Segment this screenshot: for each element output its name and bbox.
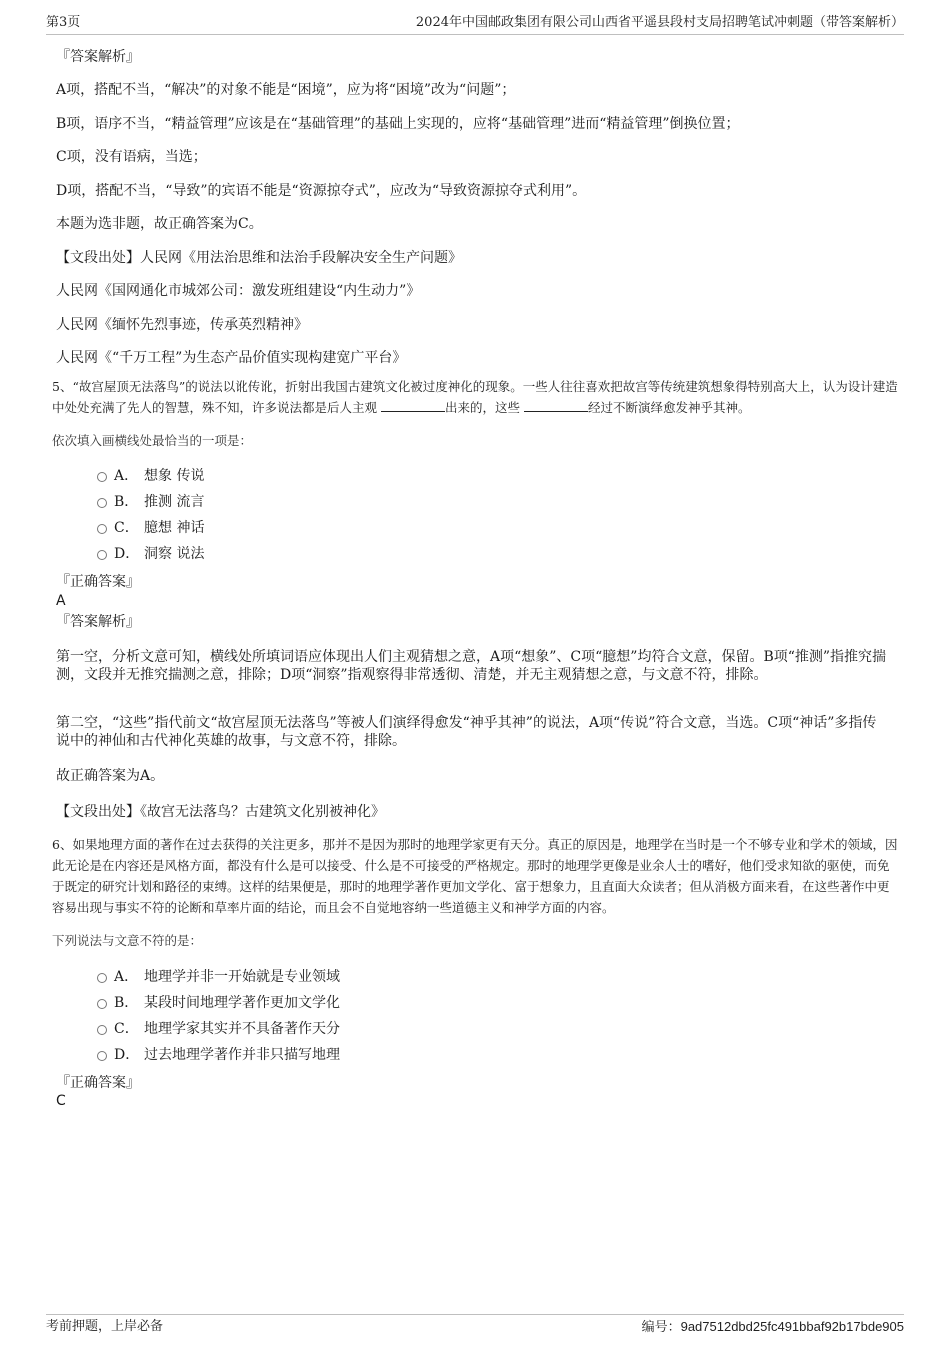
analysis-line: B项，语序不当，“精益管理”应该是在“基础管理”的基础上实现的，应将“基础管理”进而“精益管理”倒换位置；: [56, 116, 740, 132]
source-line: 【文段出处】《故宫无法落鸟？古建筑文化别被神化》: [56, 804, 385, 820]
correct-answer: C: [56, 1093, 66, 1109]
document-code: [642, 1318, 904, 1337]
conclusion-line: 故正确答案为A。: [56, 768, 165, 784]
analysis-heading: 『答案解析』: [56, 49, 140, 65]
analysis-paragraph: 第一空，分析文意可知，横线处所填词语应体现出人们主观猜想之意，A项“想象”、C项“臆想”均符合文意，保留。B项“推测”指推究揣测，文段并无推究揣测之意，排除；D项“洞察”指观察得非常透彻、清楚，并无主观猜想之意，与文意不符，排除。: [56, 649, 887, 683]
correct-answer-heading: 『正确答案』: [56, 1075, 140, 1091]
source-line: 人民网《缅怀先烈事迹，传承英烈精神》: [56, 317, 308, 333]
analysis-paragraph: 第二空，“这些”指代前文“故宫屋顶无法落鸟”等被人们演绎得愈发“神乎其神”的说法，A项“传说”符合文意，当选。C项“神话”多指传说中的神仙和古代神化英雄的故事，与文意不符，排除。: [56, 715, 877, 749]
question-5-options: [56, 463, 456, 567]
radio-icon[interactable]: [97, 472, 107, 482]
radio-icon[interactable]: [97, 1051, 107, 1061]
option-c[interactable]: C． 地理学家其实并不具备著作天分: [56, 1016, 556, 1042]
code-value: 9ad7512dbd25fc491bbaf92b17bde905: [680, 1319, 904, 1334]
fill-blank-1: [381, 399, 445, 412]
analysis-line: D项，搭配不当，“导致”的宾语不能是“资源掠夺式”，应改为“导致资源掠夺式利用”。: [56, 183, 587, 199]
conclusion-line: 本题为选非题，故正确答案为C。: [56, 216, 263, 232]
analysis-line: A项，搭配不当，“解决”的对象不能是“困境”，应为将“困境”改为“问题”；: [56, 82, 516, 98]
document-title: 2024年中国邮政集团有限公司山西省平遥县段村支局招聘笔试冲刺题（带答案解析）: [415, 15, 904, 30]
option-d[interactable]: D． 过去地理学著作并非只描写地理: [56, 1042, 556, 1068]
option-a[interactable]: A． 想象 传说: [56, 463, 456, 489]
code-label: 编号：: [641, 1320, 681, 1335]
page-footer: [46, 1314, 904, 1335]
radio-icon[interactable]: [97, 1025, 107, 1035]
source-line: 【文段出处】人民网《用法治思维和法治手段解决安全生产问题》: [56, 250, 462, 266]
option-b[interactable]: B． 推测 流言: [56, 489, 456, 515]
source-line: 人民网《“千万工程”为生态产品价值实现构建宽广平台》: [56, 350, 407, 366]
question-5-text: 5、“故宫屋顶无法落鸟”的说法以讹传讹，折射出我国古建筑文化被过度神化的现象。一些人往往喜欢把故宫等传统建筑想象得特别高大上，认为设计建造中处处充满了先人的智慧，殊不知，许多说法都是后人主观 出来的，这些 经过不断演绎愈发神乎其神。: [52, 379, 898, 415]
page-header: [46, 14, 904, 35]
option-a[interactable]: A． 地理学并非一开始就是专业领域: [56, 964, 556, 990]
analysis-heading: 『答案解析』: [56, 614, 140, 630]
correct-answer: A: [56, 593, 66, 609]
question-6-options: [56, 964, 556, 1068]
radio-icon[interactable]: [97, 999, 107, 1009]
option-d[interactable]: D． 洞察 说法: [56, 541, 456, 567]
fill-blank-2: [524, 399, 588, 412]
source-line: 人民网《国网通化市城郊公司：激发班组建设“内生动力”》: [56, 283, 421, 299]
question-6-text: 6、如果地理方面的著作在过去获得的关注更多，那并不是因为那时的地理学家更有天分。真正的原因是，地理学在当时是一个不够专业和学术的领域，因此无论是在内容还是风格方面，都没有什么是可以接受、什么是不可接受的严格规定。那时的地理学更像是业余人士的嗜好，他们受求知欲的驱使，而免于既定的研究计划和路径的束缚。这样的结果便是，那时的地理学著作更加文学化、富于想象力，且直面大众读者；但从消极方面来看，在这些著作中更容易出现与事实不符的论断和草率片面的结论，而且会不自觉地容纳一些道德主义和神学方面的内容。: [52, 837, 898, 915]
page-number: 第3页: [46, 15, 81, 30]
option-c[interactable]: C． 臆想 神话: [56, 515, 456, 541]
question-5-prompt: 依次填入画横线处最恰当的一项是：: [52, 433, 253, 448]
radio-icon[interactable]: [97, 524, 107, 534]
question-6-prompt: 下列说法与文意不符的是：: [52, 933, 203, 948]
radio-icon[interactable]: [97, 973, 107, 983]
radio-icon[interactable]: [97, 498, 107, 508]
radio-icon[interactable]: [97, 550, 107, 560]
option-b[interactable]: B． 某段时间地理学著作更加文学化: [56, 990, 556, 1016]
correct-answer-heading: 『正确答案』: [56, 574, 140, 590]
footer-slogan: 考前押题，上岸必备: [46, 1319, 164, 1334]
analysis-line: C项，没有语病，当选；: [56, 149, 207, 165]
